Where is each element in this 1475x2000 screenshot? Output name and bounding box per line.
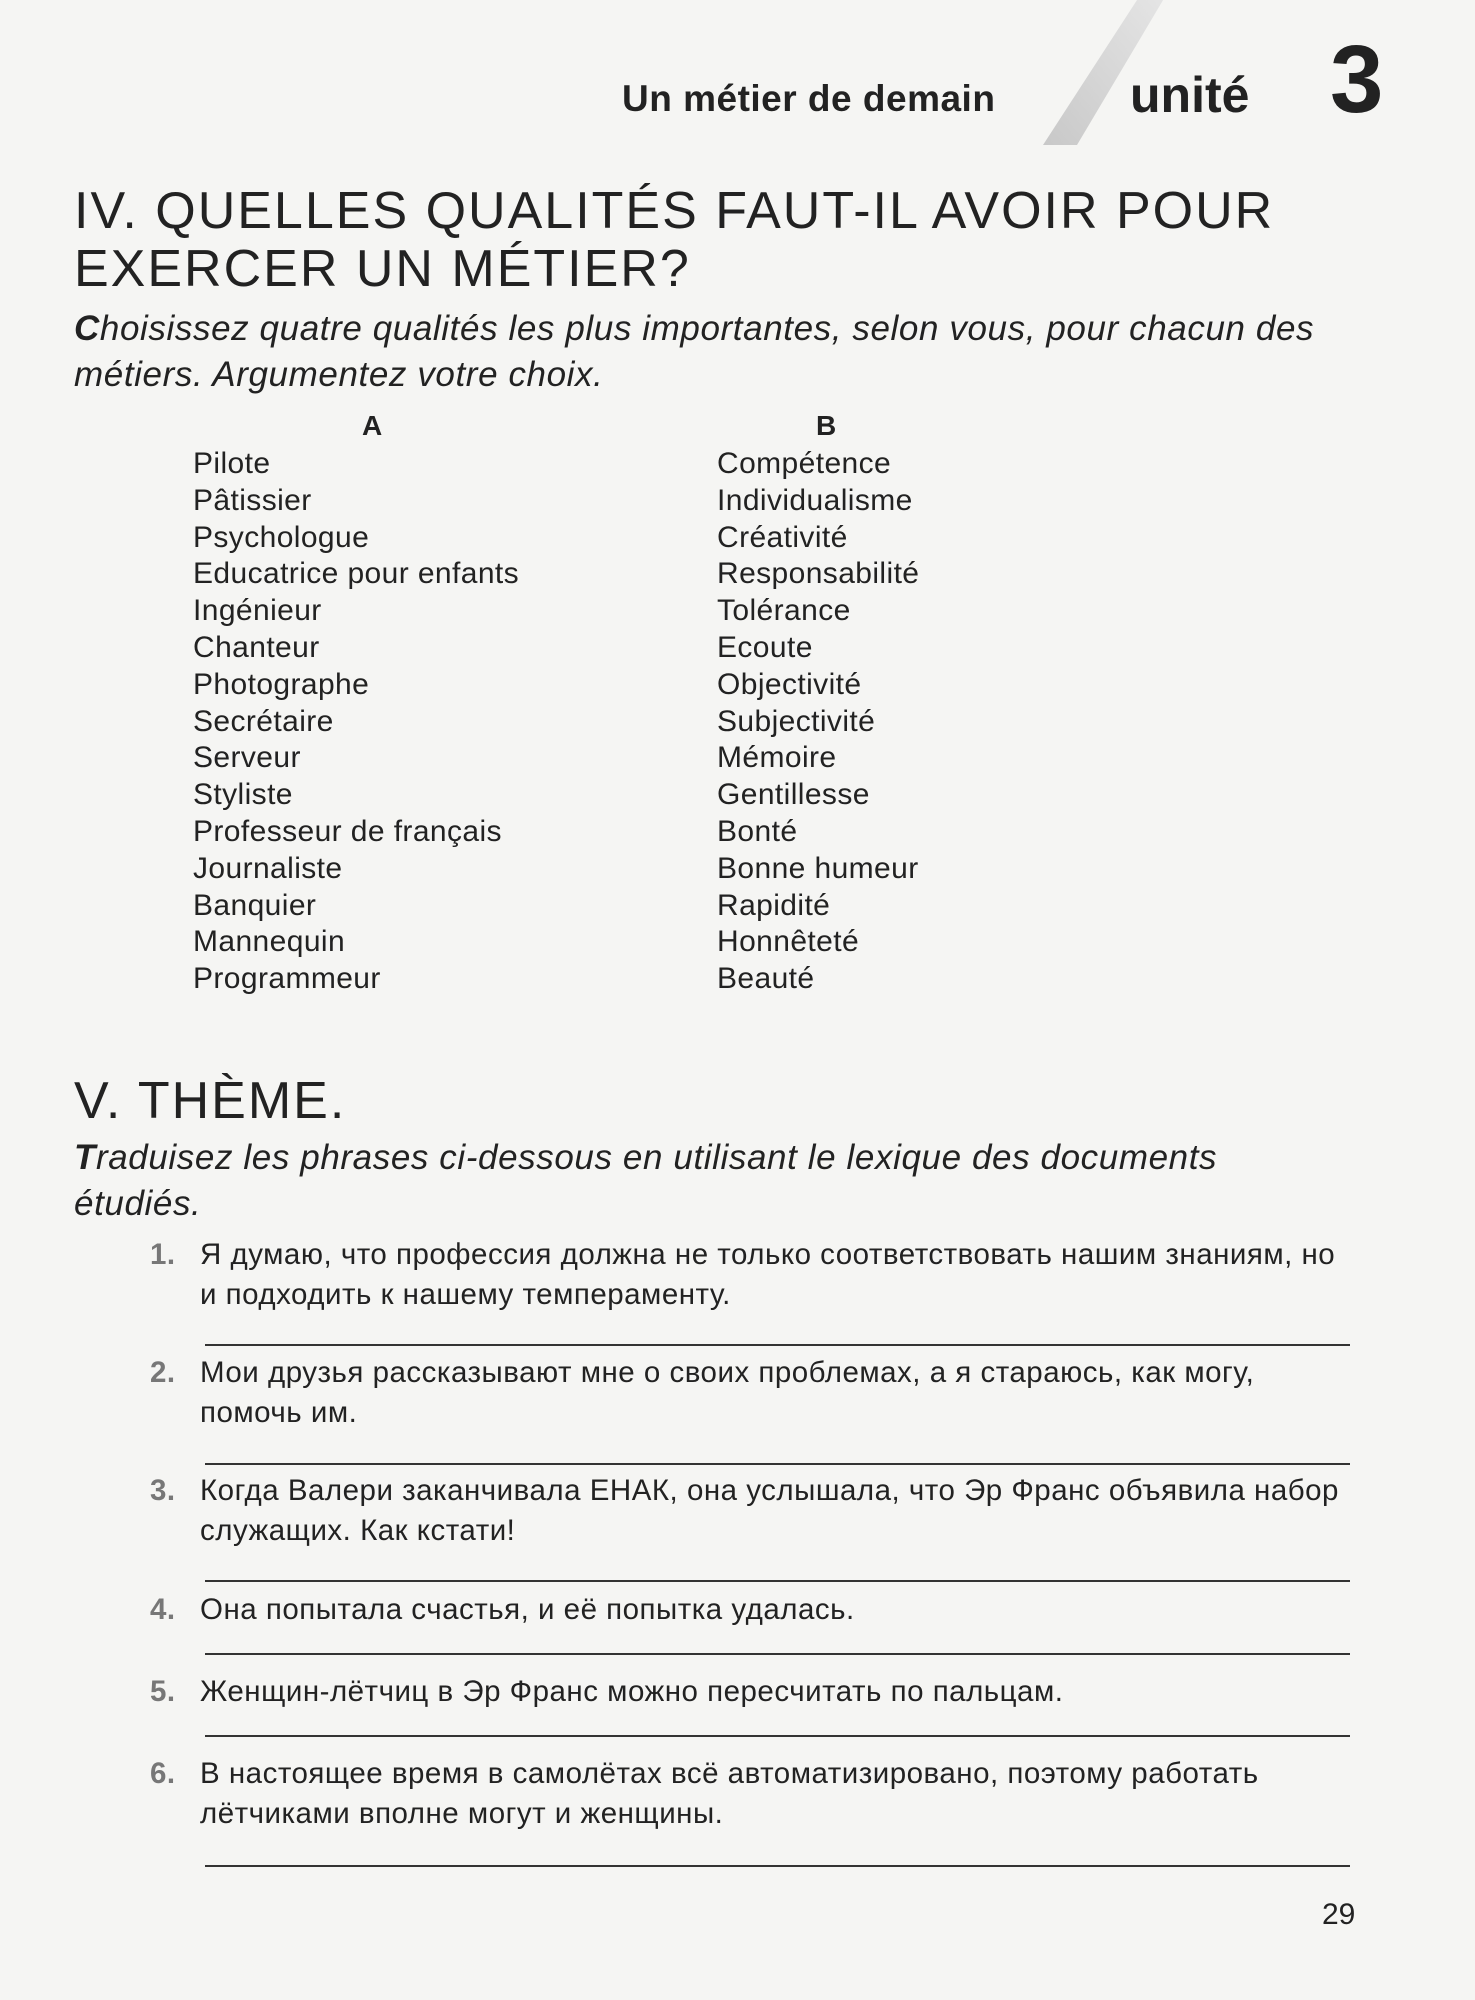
translation-exercise-list	[150, 1235, 1360, 1874]
profession-item: Secrétaire	[193, 704, 334, 738]
column-a-heading: A	[362, 410, 383, 441]
profession-item: Photographe	[193, 667, 370, 701]
profession-item: Journaliste	[193, 851, 343, 885]
profession-item: Styliste	[193, 778, 293, 812]
column-b-heading: B	[816, 410, 837, 441]
instruction-text: raduisez les phrases ci-dessous en utilisant le lexique des documents étudiés.	[74, 1138, 1218, 1223]
quality-item: Bonne humeur	[717, 851, 919, 885]
item-number: 5.	[150, 1675, 176, 1708]
answer-line[interactable]	[205, 1462, 1350, 1465]
item-text: Она попытала счастья, и её попытка удалась.	[200, 1593, 855, 1626]
quality-item: Créativité	[717, 520, 848, 554]
profession-item: Pâtissier	[193, 483, 312, 517]
item-text: Мои друзья рассказывают мне о своих проблемах, а я стараюсь, как могу, помочь им.	[200, 1356, 1255, 1429]
profession-item: Mannequin	[193, 925, 346, 959]
item-number: 4.	[150, 1593, 176, 1626]
drop-initial: C	[74, 309, 100, 348]
quality-item: Mémoire	[717, 741, 837, 775]
section-5-title: V. THÈME.	[74, 1072, 347, 1130]
qualities-list	[717, 446, 919, 998]
exercise-item	[150, 1754, 1360, 1874]
exercise-item	[150, 1590, 1360, 1672]
quality-item: Honnêteté	[717, 925, 860, 959]
quality-item: Gentillesse	[717, 778, 870, 812]
quality-item: Rapidité	[717, 888, 831, 922]
answer-line[interactable]	[205, 1734, 1350, 1737]
unit-number: 3	[1330, 26, 1384, 133]
drop-initial: T	[74, 1138, 96, 1177]
section-4-instruction	[74, 306, 1354, 398]
profession-item: Serveur	[193, 741, 301, 775]
profession-item: Programmeur	[193, 962, 381, 996]
quality-item: Individualisme	[717, 483, 913, 517]
answer-line[interactable]	[205, 1652, 1350, 1655]
answer-line[interactable]	[205, 1579, 1350, 1582]
quality-item: Ecoute	[717, 630, 813, 664]
profession-item: Pilote	[193, 447, 271, 480]
professions-list	[193, 446, 519, 998]
item-number: 6.	[150, 1757, 176, 1790]
quality-item: Responsabilité	[717, 557, 920, 591]
profession-item: Banquier	[193, 888, 317, 922]
item-text: Женщин-лётчиц в Эр Франс можно пересчитать по пальцам.	[200, 1675, 1064, 1708]
quality-item: Beauté	[717, 962, 815, 996]
exercise-item	[150, 1471, 1360, 1590]
running-title: Un métier de demain	[622, 78, 996, 119]
profession-item: Chanteur	[193, 630, 320, 664]
answer-line[interactable]	[205, 1864, 1350, 1867]
profession-item: Professeur de français	[193, 814, 502, 848]
section-4-title: IV. QUELLES QUALITÉS FAUT-IL AVOIR POUR EXERCER UN MÉTIER?	[74, 182, 1275, 298]
quality-item: Tolérance	[717, 594, 851, 628]
item-number: 2.	[150, 1356, 176, 1389]
profession-item: Educatrice pour enfants	[193, 557, 520, 591]
item-text: Я думаю, что профессия должна не только соответствовать нашим знаниям, но и подходить к нашему темпераменту.	[200, 1238, 1336, 1311]
section-5-instruction	[74, 1135, 1354, 1227]
page-number: 29	[1322, 1898, 1356, 1931]
item-text: В настоящее время в самолётах всё автоматизировано, поэтому работать лётчиками вполне могут и женщины.	[200, 1757, 1259, 1830]
unit-label: unité	[1130, 67, 1250, 123]
answer-line[interactable]	[205, 1343, 1350, 1346]
exercise-item	[150, 1235, 1360, 1353]
profession-item: Psychologue	[193, 520, 370, 554]
item-number: 1.	[150, 1238, 176, 1271]
item-number: 3.	[150, 1474, 176, 1507]
quality-item: Compétence	[717, 447, 892, 480]
exercise-item	[150, 1672, 1360, 1754]
quality-item: Objectivité	[717, 667, 862, 701]
quality-item: Bonté	[717, 814, 798, 848]
exercise-item	[150, 1353, 1360, 1471]
instruction-text: hoisissez quatre qualités les plus importantes, selon vous, pour chacun des métiers. Argumentez votre choix.	[74, 309, 1315, 394]
item-text: Когда Валери заканчивала ЕНАК, она услышала, что Эр Франс объявила набор служащих. Как кстати!	[200, 1474, 1339, 1547]
quality-item: Subjectivité	[717, 704, 876, 738]
profession-item: Ingénieur	[193, 594, 322, 628]
